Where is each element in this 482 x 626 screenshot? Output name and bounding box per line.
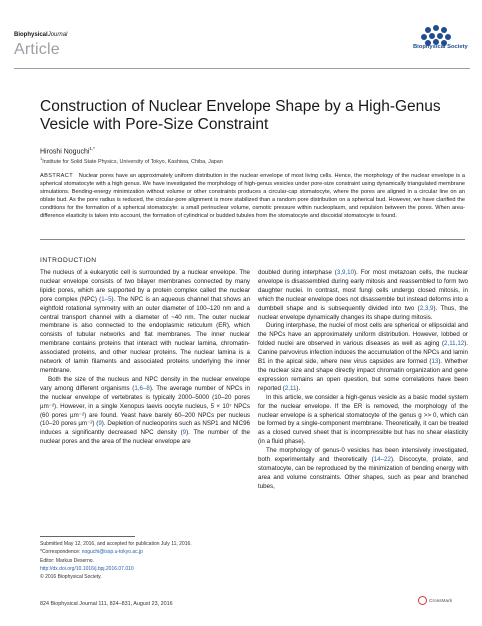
author: Hiroshi Noguchi$^{1,*}$ xyxy=(40,146,95,156)
email-link[interactable]: noguchi@issp.u-tokyo.ac.jp xyxy=(81,549,143,556)
section-heading: INTRODUCTION xyxy=(40,257,97,264)
paragraph: The morphology of genus-0 vesicles has been intensively investigated, both experimentally and theoretically (14–22). Discocyte, prolate, and stomatocyte, can be reproduced by the minimization of bending energy with area and volume constraints. Other shapes, such as pear and branched tubes, xyxy=(258,447,468,490)
abstract-label: ABSTRACT xyxy=(40,173,74,179)
abstract-rule xyxy=(40,239,465,240)
footnotes xyxy=(40,540,250,581)
citation-link[interactable]: 3,9,10 xyxy=(336,269,355,276)
copyright-note: © 2016 Biophysical Society. xyxy=(40,574,102,581)
society-logo-text: Biophysical Society xyxy=(413,44,468,50)
correspondence-note: *Correspondence: noguchi@issp.u-tokyo.ac.jp xyxy=(40,549,143,556)
body-column-left xyxy=(40,269,250,447)
paragraph: During interphase, the nuclei of most cells are spherical or ellipsoidal and the NPCs have an approximately uniform distribution. However, lobbed or folded nuclei are observed in various diseases as well as aging (2,11,12). Canine parvovirus infection induces the accumulation of the NPCs and lamin B1 in the apical side, where new virus capsides are formed (13). Whether the nuclear size and shape directly impact chromatin organization and gene expression remains an open question, but some correlations have been reported (2,11). xyxy=(258,322,468,392)
affiliation: $^1$Institute for Solid State Physics, University of Tokyo, Kashiwa, Chiba, Japan xyxy=(40,156,223,165)
article-title: Construction of Nuclear Envelope Shape by a High-Genus Vesicle with Pore-Size Constraint xyxy=(40,98,441,133)
citation-link[interactable]: 14–22 xyxy=(373,456,391,464)
citation-link[interactable]: 2,3,9 xyxy=(419,304,434,312)
paragraph: The nucleus of a eukaryotic cell is surrounded by a nuclear envelope. The nuclear envelope consists of two bilayer membranes connected by many lipidic pores, which are supported by a protein complex called the nuclear pore complex (NPC) (1–5). The NPC is an aqueous channel that shows an eightfold rotational symmetry with an outer diameter of 100–120 nm and a central transport channel with a diameter of ~40 nm. The outer nuclear membrane is also connected to the endoplasmic reticulum (ER), which consists of tubular networks and flat membranes. The inner nuclear membrane contains proteins that interact with nuclear lamina, chromatin-associated proteins, and other nuclear proteins. The nuclear lamina is a network of lamin filaments and associated proteins underlying the inner membrane. xyxy=(40,269,251,374)
citation-link[interactable]: 1–5 xyxy=(101,295,112,303)
paragraph: In this article, we consider a high-genus vesicle as a basic model system for the nuclear envelope. If the ER is removed, the morphology of the nuclear envelope is a spherical stomatocyte of the genus g >> 0, which can be formed by a single-component membrane. Theoretically, it can be treated as a closed curved sheet that is incompressible but has no shear elasticity (in a fluid phase). xyxy=(258,393,468,446)
footnote-rule xyxy=(40,536,135,537)
header-rule xyxy=(14,68,470,69)
paragraph: Both the size of the nucleus and NPC density in the nuclear envelope vary among different organisms (1,6–8). The average number of NPCs in the nuclear envelope of vertebrates is typically 2000–5000 (10–20 pores µm⁻²). However, in a single Xenopus laevis oocyte nucleus, 5 × 10⁷ NPCs (60 pores µm⁻²) are found. Yeast have barely 60–200 NPCs per nucleus (10–20 pores µm⁻²) (9). Depletion of nucleoporins such as NSP1 and NIC96 induces a significantly decreased NPC density (9). The number of the nuclear pores and the area of the nuclear envelope are xyxy=(40,375,250,446)
citation-link[interactable]: 9 xyxy=(182,429,187,437)
crossmark-icon xyxy=(418,596,427,605)
citation-link[interactable]: 1,6–8 xyxy=(134,384,150,392)
paragraph: doubled during interphase (3,9,10). For most metazoan cells, the nuclear envelope is disassembled during early mitosis and reassembled to form two daughter nuclei. In contrast, most fungi cells undergo closed mitosis, in which the nuclear envelope does not disassemble but instead deforms into a dumbbell shape and is subsequently divided into two (2,3,9). Thus, the nuclear envelope dynamically changes its shape during mitosis. xyxy=(258,269,468,321)
editor-note: Editor: Markus Deserno. xyxy=(40,557,94,564)
citation-link[interactable]: 9 xyxy=(98,420,102,428)
citation-link[interactable]: 2,11 xyxy=(284,384,297,392)
abstract-text: Nuclear pores have an approximately uniform distribution in the nuclear envelope of most living cells. Hence, the morphology of the nuclear envelope is a spherical stomatocyte with a high genus. We have investigated the morphology of high-genus vesicles under pore-size constraint using dynamically triangulated membrane simulations. Bending-energy minimization without volume or other constraints produces a circular-cap stomatocyte, where the pores are aligned in a circular line on an oblate bud. As the pore radius is reduced, the circular-pore alignment is more stabilized than a random pore distribution on a spherical bud. However, we have clarified the conditions for the formation of a spherical stomatocyte: a small perinuclear volume, osmotic pressure within nucleoplasm, and repulsion between the pores. When area-difference elasticity is taken into account, the formation of cylindrical or budded tubules from the stomatocyte and discoidal stomatocyte is found. xyxy=(40,173,465,220)
crossmark-badge[interactable]: CrossMark xyxy=(418,596,452,605)
abstract xyxy=(40,172,465,221)
citation-link[interactable]: 13 xyxy=(431,358,439,366)
doi-link[interactable]: http://dx.doi.org/10.1016/j.bpj.2016.07.010 xyxy=(40,565,134,572)
journal-name: BiophysicalJournal xyxy=(14,32,68,38)
submitted-note: Submitted May 12, 2016, and accepted for publication July 11, 2016. xyxy=(40,541,192,547)
section-label: Article xyxy=(14,41,60,58)
society-logo xyxy=(404,22,474,62)
citation-link[interactable]: 2,11,12 xyxy=(444,340,465,348)
page-footer: 824 Biophysical Journal 111, 824–831, August 23, 2016 xyxy=(40,601,173,607)
body-column-right xyxy=(258,269,468,492)
